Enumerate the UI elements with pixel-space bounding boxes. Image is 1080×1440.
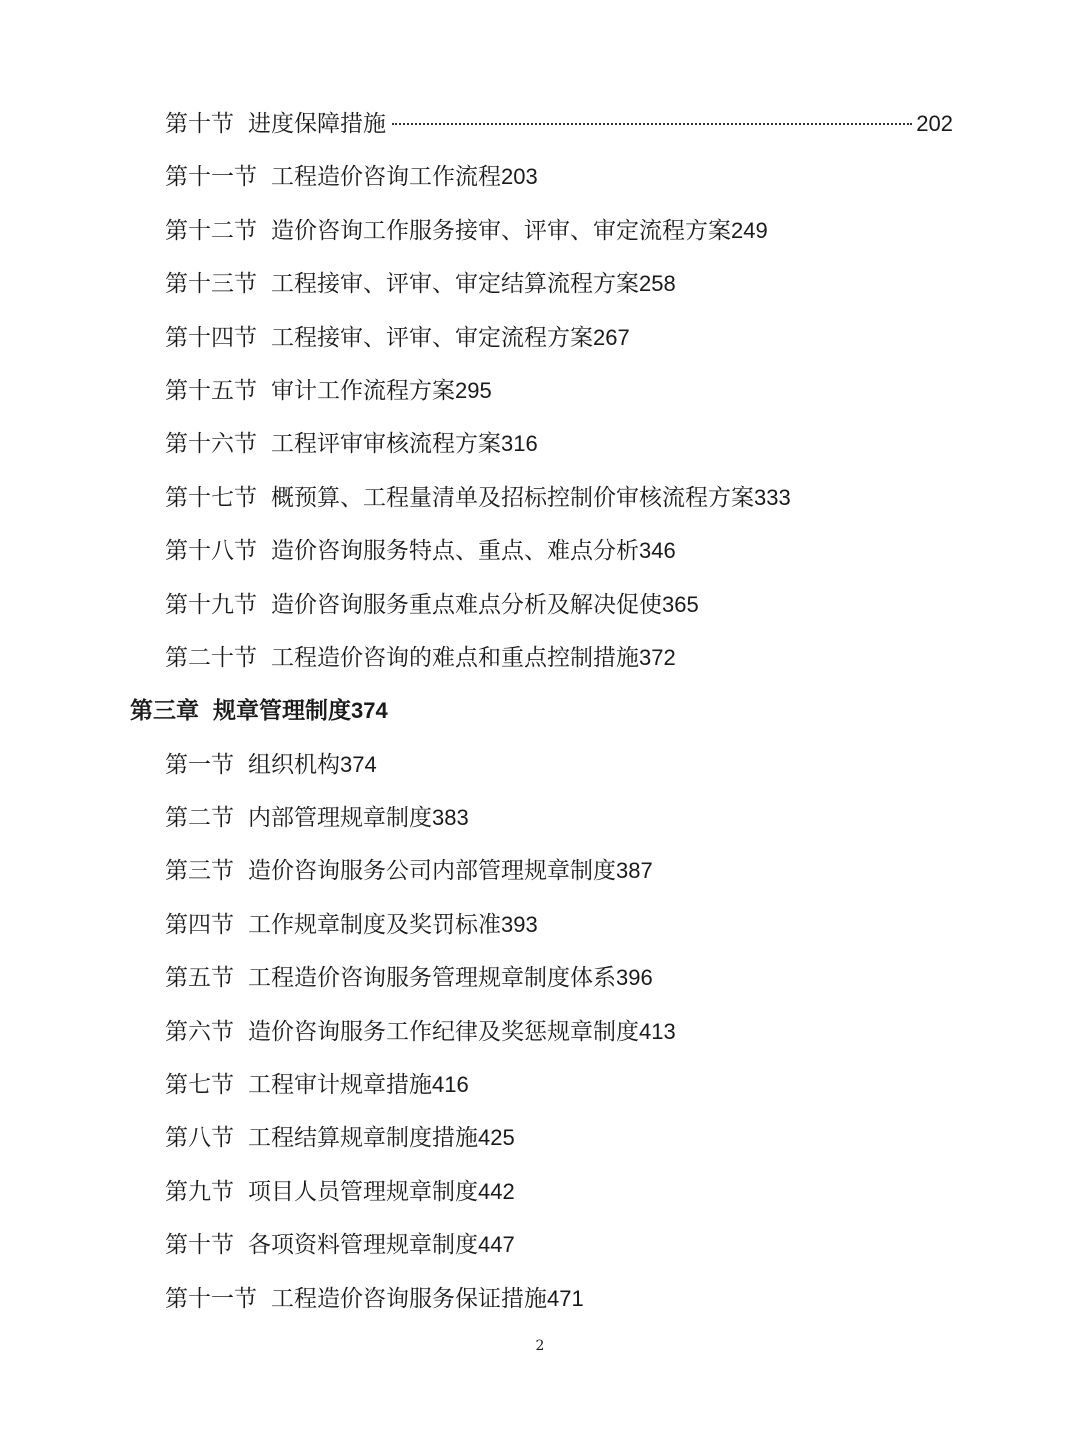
toc-entry-text: 工程评审审核流程方案 [271, 431, 501, 458]
toc-entry-text: 工程结算规章制度措施 [248, 1125, 478, 1152]
toc-entry[interactable] [0, 578, 1080, 631]
toc-entry-text: 造价咨询服务重点难点分析及解决促使 [271, 591, 662, 618]
toc-entry[interactable] [0, 1111, 1080, 1164]
toc-entry[interactable] [0, 951, 1080, 1004]
toc-entry-prefix: 第十四节 [165, 324, 257, 351]
toc-entry[interactable] [0, 1058, 1080, 1111]
toc-entry-prefix: 第十六节 [165, 431, 257, 458]
toc-entry-page: 316 [501, 431, 538, 457]
toc-entry-text: 造价咨询服务特点、重点、难点分析 [271, 538, 639, 565]
toc-entry-title [165, 98, 386, 151]
toc-entry-page: 413 [639, 1018, 676, 1044]
toc-entry[interactable] [0, 738, 1080, 791]
toc-entry-text: 造价咨询服务公司内部管理规章制度 [248, 858, 616, 885]
toc-entry-text: 工程造价咨询的难点和重点控制措施 [271, 644, 639, 671]
toc-entry-page: 447 [478, 1232, 515, 1258]
toc-entry-text: 组织机构 [248, 751, 340, 778]
toc-entry-page: 374 [351, 698, 388, 724]
toc-entry-text: 内部管理规章制度 [248, 805, 432, 832]
toc-entry-prefix: 第十五节 [165, 377, 257, 404]
toc-entry[interactable] [0, 311, 1080, 364]
toc-entry[interactable] [0, 1218, 1080, 1271]
toc-entry[interactable] [0, 204, 1080, 257]
toc-entry-page: 387 [616, 858, 653, 884]
toc-entry-text: 造价咨询服务工作纪律及奖惩规章制度 [248, 1018, 639, 1045]
toc-entry[interactable] [0, 417, 1080, 470]
toc-entry-text: 进度保障措施 [248, 111, 386, 137]
toc-chapter-entry[interactable] [0, 684, 1080, 737]
toc-entry[interactable] [0, 1005, 1080, 1058]
toc-entry-prefix: 第十二节 [165, 217, 257, 244]
toc-entry-prefix: 第十三节 [165, 271, 257, 298]
toc-entry-prefix: 第二十节 [165, 644, 257, 671]
toc-entry-page: 372 [639, 644, 676, 670]
toc-entry-text: 规章管理制度 [213, 697, 351, 725]
toc-entry-text: 概预算、工程量清单及招标控制价审核流程方案 [271, 484, 754, 511]
toc-entry[interactable] [0, 898, 1080, 951]
toc-entry-page: 416 [432, 1072, 469, 1098]
toc-entry-prefix: 第二节 [165, 805, 234, 832]
toc-entry-prefix: 第十一节 [165, 1285, 257, 1312]
toc-entry[interactable] [0, 364, 1080, 417]
toc-entry-page: 267 [593, 324, 630, 350]
toc-entry-text: 工程接审、评审、审定结算流程方案 [271, 271, 639, 298]
toc-entry-prefix: 第四节 [165, 911, 234, 938]
toc-entry-prefix: 第十节 [165, 111, 234, 137]
toc-entry-page: 249 [731, 217, 768, 243]
toc-entry-page: 425 [478, 1125, 515, 1151]
page-number: 2 [535, 1338, 545, 1354]
toc-entry[interactable] [0, 1165, 1080, 1218]
toc-entry-page: 258 [639, 271, 676, 297]
toc-entry-page: 333 [754, 484, 791, 510]
toc-entry-prefix: 第五节 [165, 965, 234, 992]
toc-entry-text: 工作规章制度及奖罚标准 [248, 911, 501, 938]
toc-entry-text: 项目人员管理规章制度 [248, 1178, 478, 1205]
toc-entry-prefix: 第六节 [165, 1018, 234, 1045]
toc-entry-text: 工程造价咨询工作流程 [271, 164, 501, 191]
toc-entry-text: 各项资料管理规章制度 [248, 1232, 478, 1259]
toc-entry-prefix: 第三章 [130, 697, 199, 725]
toc-entry-page: 203 [501, 164, 538, 190]
toc-entry-prefix: 第十九节 [165, 591, 257, 618]
toc-entry[interactable] [0, 257, 1080, 310]
toc-entry-page: 471 [547, 1285, 584, 1311]
toc-entry[interactable] [0, 97, 953, 150]
toc-entry-prefix: 第十节 [165, 1232, 234, 1259]
dot-leader [392, 122, 912, 125]
toc-entry-page: 393 [501, 911, 538, 937]
toc-entry-prefix: 第八节 [165, 1125, 234, 1152]
toc-entry-page: 346 [639, 538, 676, 564]
toc-entry-prefix: 第九节 [165, 1178, 234, 1205]
toc-entry[interactable] [0, 844, 1080, 897]
toc-entry[interactable] [0, 471, 1080, 524]
toc-entry[interactable] [0, 1272, 1080, 1325]
toc-entry-prefix: 第十一节 [165, 164, 257, 191]
toc-entry-prefix: 第十七节 [165, 484, 257, 511]
toc-entry-page: 396 [616, 965, 653, 991]
toc-entry-page: 383 [432, 805, 469, 831]
toc-entry-text: 工程审计规章措施 [248, 1072, 432, 1099]
toc-entry-prefix: 第一节 [165, 751, 234, 778]
toc-entry[interactable] [0, 791, 1080, 844]
toc-entry-text: 工程接审、评审、审定流程方案 [271, 324, 593, 351]
table-of-contents [0, 97, 1080, 1325]
toc-entry-text: 工程造价咨询服务管理规章制度体系 [248, 965, 616, 992]
toc-entry-page: 442 [478, 1178, 515, 1204]
toc-entry-page: 365 [662, 591, 699, 617]
toc-entry[interactable] [0, 524, 1080, 577]
toc-entry-page: 295 [455, 377, 492, 403]
toc-entry-text: 审计工作流程方案 [271, 377, 455, 404]
toc-entry-page: 202 [916, 111, 953, 136]
toc-entry-page: 374 [340, 751, 377, 777]
toc-entry[interactable] [0, 631, 1080, 684]
toc-entry-prefix: 第三节 [165, 858, 234, 885]
toc-entry-text: 造价咨询工作服务接审、评审、审定流程方案 [271, 217, 731, 244]
toc-entry-prefix: 第十八节 [165, 538, 257, 565]
toc-entry[interactable] [0, 150, 1080, 203]
toc-entry-text: 工程造价咨询服务保证措施 [271, 1285, 547, 1312]
toc-entry-prefix: 第七节 [165, 1072, 234, 1099]
